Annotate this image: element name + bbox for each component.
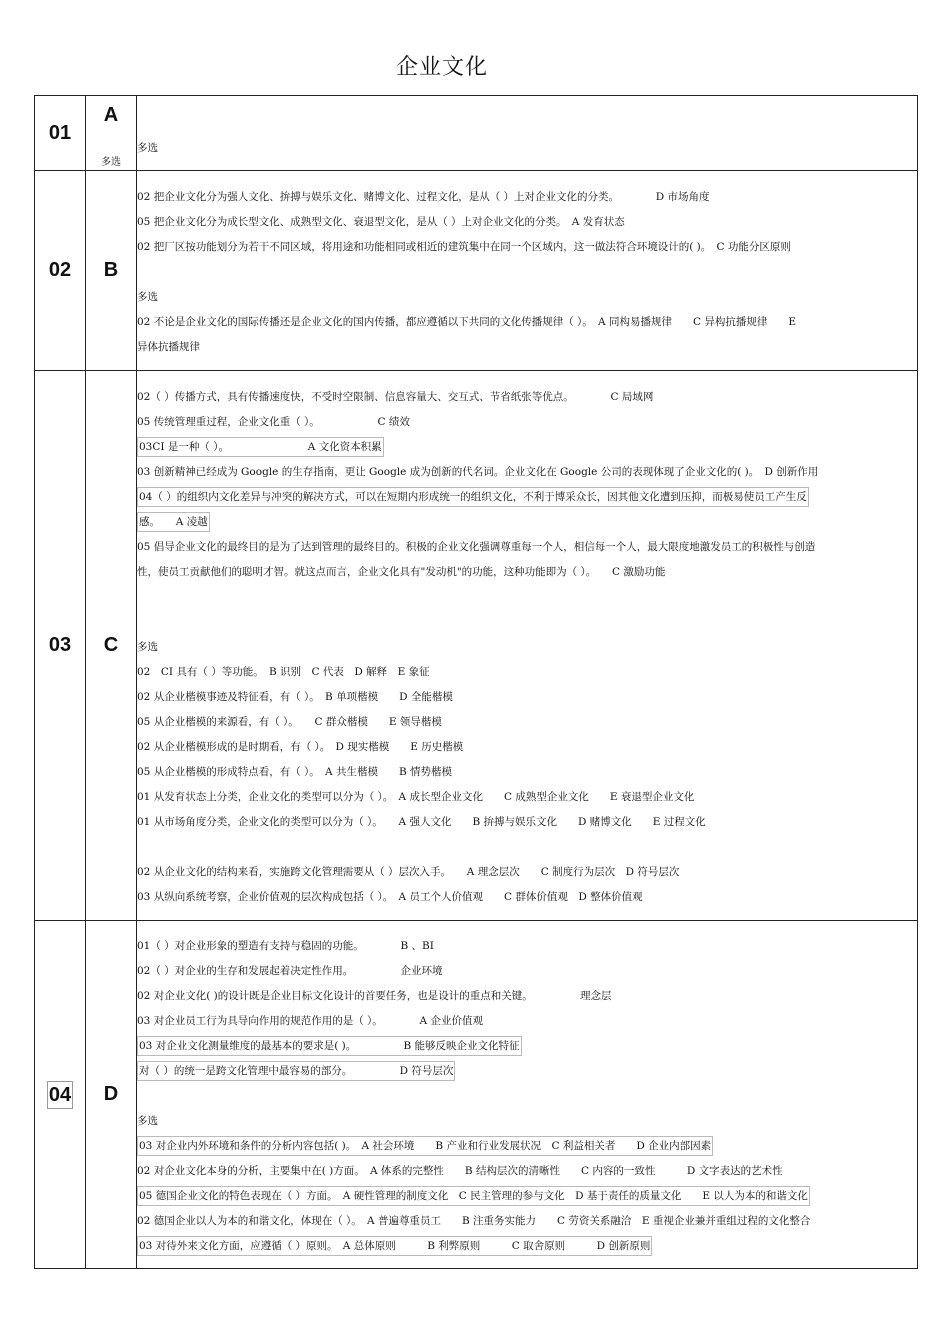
- row-number: [35, 921, 86, 1269]
- list-item: 05 把企业文化分为成长型文化、成熟型文化、衰退型文化，是从（ ）上对企业文化的分类。 A 发育状态: [137, 216, 625, 228]
- highlight-box: 05 德国企业文化的特色表现在（ ）方面。 A 硬性管理的制度文化 C 民主管理的参与文化 D 基于责任的质量文化 E 以人为本的和谐文化: [137, 1186, 810, 1206]
- highlight-box: 感。 A 凌越: [137, 512, 210, 532]
- list-item: 02 对企业文化( )的设计既是企业目标文化设计的首要任务，也是设计的重点和关键。 理念层: [137, 990, 612, 1002]
- list-item: [137, 485, 917, 510]
- list-item: 01 从发育状态上分类，企业文化的类型可以分为（ ）。 A 成长型企业文化 C 成熟型企业文化 E 衰退型企业文化: [137, 791, 695, 803]
- list-item: 02 把企业文化分为强人文化、拚搏与娱乐文化、赌博文化、过程文化，是从（ ）上对企业文化的分类。 D 市场角度: [137, 191, 710, 203]
- list-item: [137, 1059, 917, 1084]
- list-item: [137, 1134, 917, 1159]
- list-item: [137, 435, 917, 460]
- table-row: [35, 171, 918, 371]
- row-number: 03: [35, 371, 86, 921]
- row-letter: [86, 96, 137, 171]
- highlight-box: 03CI 是一种（ ）。 A 文化资本积累: [137, 437, 384, 457]
- list-item: 异体抗播规律: [137, 341, 200, 353]
- list-item: 03 对企业员工行为具导向作用的规范作用的是（ ）。 A 企业价值观: [137, 1015, 483, 1027]
- list-item: 02 CI 具有（ ）等功能。 B 识别 C 代表 D 解释 E 象征: [137, 666, 430, 678]
- row-content: [137, 96, 918, 171]
- list-item: 02 从企业楷模形成的是时期看，有（ ）。 D 现实楷模 E 历史楷模: [137, 741, 464, 753]
- list-item: 02 从企业楷模事迹及特征看，有（ ）。 B 单项楷模 D 全能楷模: [137, 691, 453, 703]
- list-item: 多选: [137, 641, 158, 653]
- question-table: [34, 95, 918, 1269]
- list-item: 02 不论是企业文化的国际传播还是企业文化的国内传播，都应遵循以下共同的文化传播规律（ ）。 A 同构易播规律 C 异构抗播规律 E: [137, 316, 796, 328]
- row-sub-label: 多选: [101, 157, 121, 168]
- list-item: 03 创新精神已经成为 Google 的生存指南，更让 Google 成为创新的代名词。企业文化在 Google 公司的表现体现了企业文化的( )。 D 创新作用: [137, 466, 819, 478]
- row-content: [137, 371, 918, 921]
- row-letter: C: [86, 371, 137, 921]
- row-number-box: 04: [47, 1081, 73, 1109]
- list-item: 多选: [137, 291, 158, 303]
- list-item: 03 从纵向系统考察，企业价值观的层次构成包括（ ）。 A 员工个人价值观 C 群体价值观 D 整体价值观: [137, 891, 643, 903]
- list-item: 05 传统管理重过程，企业文化重（ ）。 C 绩效: [137, 416, 410, 428]
- highlight-box: 对（ ）的统一是跨文化管理中最容易的部分。 D 符号层次: [137, 1061, 455, 1081]
- highlight-box: 03 对待外来文化方面，应遵循（ ）原则。 A 总体原则 B 利弊原则 C 取舍原则 D 创新原则: [137, 1236, 652, 1256]
- list-item: [137, 1034, 917, 1059]
- list-item: [137, 1234, 917, 1259]
- highlight-box: 04（ ）的组织内文化差异与冲突的解决方式，可以在短期内形成统一的组织文化，不利于博采众长，因其他文化遭到压抑，而极易使员工产生反: [137, 487, 809, 507]
- list-item: 01（ ）对企业形象的塑造有支持与稳固的功能。 B 、BI: [137, 940, 434, 952]
- table-row: [35, 96, 918, 171]
- list-item: 02（ ）对企业的生存和发展起着决定性作用。 企业环境: [137, 965, 443, 977]
- list-item: [137, 510, 917, 535]
- row-letter: D: [86, 921, 137, 1269]
- list-item: 05 从企业楷模的来源看，有（ ）。 C 群众楷模 E 领导楷模: [137, 716, 442, 728]
- list-item: 05 从企业楷模的形成特点看，有（ ）。 A 共生楷模 B 情势楷模: [137, 766, 453, 778]
- highlight-box: 03 对企业文化测量维度的最基本的要求是( )。 B 能够反映企业文化特征: [137, 1036, 522, 1056]
- row-letter-text: A: [103, 104, 119, 126]
- row-number: 02: [35, 171, 86, 371]
- row-content: [137, 171, 918, 371]
- table-row: [35, 371, 918, 921]
- row-letter: B: [86, 171, 137, 371]
- list-item: 多选: [137, 141, 158, 154]
- list-item: 性，使员工贡献他们的聪明才智。就这点而言，企业文化具有"发动机"的功能，这种功能即为（ ）。 C 激励功能: [137, 566, 666, 578]
- list-item: 02 把厂区按功能划分为若干不同区域，将用途和功能相同或相近的建筑集中在同一个区域内，这一做法符合环境设计的( )。 C 功能分区原则: [137, 241, 791, 253]
- list-item: 02（ ）传播方式，具有传播速度快，不受时空限制、信息容量大、交互式、节省纸张等优点。 C 局域网: [137, 391, 654, 403]
- list-item: 05 倡导企业文化的最终目的是为了达到管理的最终目的。积极的企业文化强调尊重每一个人，相信每一个人，最大限度地激发员工的积极性与创造: [137, 541, 816, 553]
- row-number: 01: [35, 96, 86, 171]
- list-item: 02 对企业文化本身的分析，主要集中在( )方面。 A 体系的完整性 B 结构层次的清晰性 C 内容的一致性 D 文字表达的艺术性: [137, 1165, 783, 1177]
- page-title: 企业文化: [395, 55, 488, 80]
- row-content: [137, 921, 918, 1269]
- highlight-box: 03 对企业内外环境和条件的分析内容包括( )。 A 社会环境 B 产业和行业发展状况 C 利益相关者 D 企业内部因素: [137, 1136, 713, 1156]
- list-item: [137, 1184, 917, 1209]
- table-row: [35, 921, 918, 1269]
- list-item: 02 从企业文化的结构来看，实施跨文化管理需要从（ ）层次入手。 A 理念层次 C 制度行为层次 D 符号层次: [137, 866, 680, 878]
- list-item: 02 德国企业以人为本的和谐文化，体现在（ ）。 A 普遍尊重员工 B 注重务实能力 C 劳资关系融洽 E 重视企业兼并重组过程的文化整合: [137, 1215, 811, 1227]
- list-item: 01 从市场角度分类，企业文化的类型可以分为（ ）。 A 强人文化 B 拚搏与娱乐文化 D 赌博文化 E 过程文化: [137, 816, 706, 828]
- list-item: 多选: [137, 1115, 158, 1127]
